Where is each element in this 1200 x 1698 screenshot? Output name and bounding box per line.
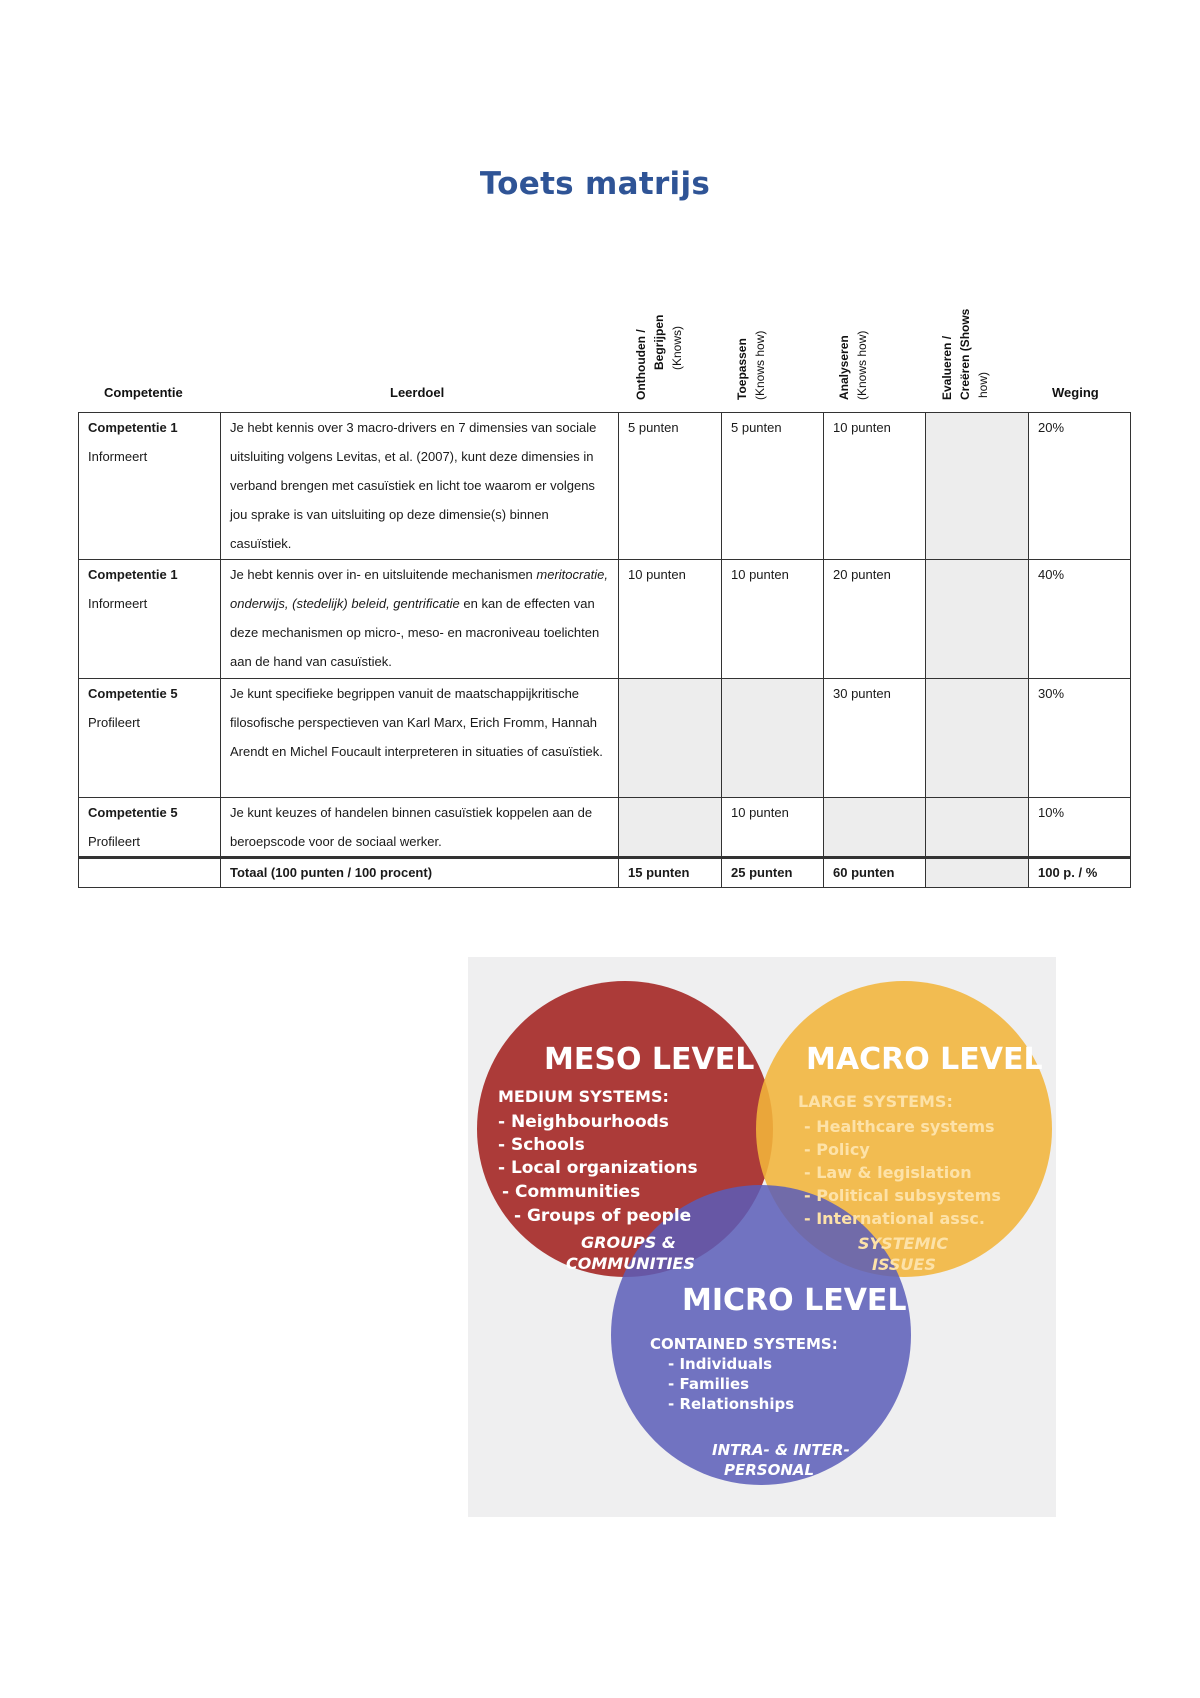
- micro-item: - Families: [668, 1375, 750, 1393]
- toepassen-cell: 5 punten: [722, 413, 824, 560]
- analyseren-cell: [824, 798, 926, 858]
- macro-tag-1: SYSTEMIC: [858, 1234, 949, 1253]
- total-evalueren: [926, 858, 1029, 888]
- header-leerdoel: Leerdoel: [390, 385, 445, 400]
- weging-cell: 40%: [1029, 560, 1131, 679]
- competentie-title: Competentie 5: [88, 686, 178, 701]
- meso-subtitle: MEDIUM SYSTEMS:: [498, 1087, 669, 1106]
- onthouden-cell: 10 punten: [619, 560, 722, 679]
- header-onthouden-line3: (Knows): [670, 325, 684, 370]
- onthouden-cell: [619, 679, 722, 798]
- micro-item: - Relationships: [668, 1395, 795, 1413]
- competentie-sub: Profileert: [88, 834, 141, 849]
- macro-tag-2: ISSUES: [872, 1255, 936, 1274]
- competentie-cell: [79, 798, 221, 858]
- meso-tag-2: COMMUNITIES: [566, 1254, 695, 1273]
- leerdoel-cell: Je kunt keuzes of handelen binnen casuïstiek koppelen aan de beroepscode voor de sociaal werker.: [221, 798, 619, 858]
- micro-item: - Individuals: [668, 1355, 773, 1373]
- macro-item: - International assc.: [804, 1209, 985, 1228]
- weging-cell: 30%: [1029, 679, 1131, 798]
- toepassen-cell: 10 punten: [722, 560, 824, 679]
- leerdoel-cell: Je kunt specifieke begrippen vanuit de maatschappijkritische filosofische perspectieven van Karl Marx, Erich Fromm, Hannah Arendt en Michel Foucault interpreteren in situaties of casuïstiek.: [221, 679, 619, 798]
- macro-item: - Policy: [804, 1140, 870, 1159]
- meso-item: - Communities: [502, 1182, 641, 1202]
- macro-subtitle: LARGE SYSTEMS:: [798, 1092, 953, 1111]
- total-row: [79, 858, 1131, 888]
- header-toepassen-line1: Toepassen: [735, 338, 749, 400]
- competentie-cell: [79, 560, 221, 679]
- macro-item: - Healthcare systems: [804, 1117, 995, 1136]
- macro-title: MACRO LEVEL: [806, 1042, 1043, 1077]
- leerdoel-text-a: Je hebt kennis over in- en uitsluitende mechanismen: [230, 567, 537, 582]
- competentie-sub: Informeert: [88, 596, 148, 611]
- page-title: Toets matrijs: [479, 166, 711, 202]
- header-onthouden-line1: Onthouden /: [634, 329, 648, 400]
- toepassen-cell: [722, 679, 824, 798]
- table-row: [79, 560, 1131, 679]
- competentie-sub: Informeert: [88, 449, 148, 464]
- meso-title: MESO LEVEL: [544, 1042, 755, 1077]
- assessment-matrix-table: [78, 412, 1131, 888]
- competentie-title: Competentie 1: [88, 420, 178, 435]
- table-row: [79, 679, 1131, 798]
- micro-title: MICRO LEVEL: [682, 1283, 907, 1318]
- analyseren-cell: 20 punten: [824, 560, 926, 679]
- macro-item: - Law & legislation: [804, 1163, 972, 1182]
- evalueren-cell: [926, 679, 1029, 798]
- header-evalueren-line2: Creëren (Shows: [958, 308, 972, 400]
- micro-subtitle: CONTAINED SYSTEMS:: [650, 1335, 838, 1353]
- header-evalueren-line3: how): [976, 371, 990, 398]
- total-empty-cell: [79, 858, 221, 888]
- total-toepassen: 25 punten: [722, 858, 824, 888]
- header-toepassen-line2: (Knows how): [753, 330, 767, 400]
- header-onthouden-line2: Begrijpen: [652, 314, 666, 370]
- leerdoel-cell: Je hebt kennis over 3 macro-drivers en 7 dimensies van sociale uitsluiting volgens Levitas, et al. (2007), kunt deze dimensies in verband brengen met casuïstiek en licht toe waarom er volgens jou sprake is van uitsluiting op deze dimensie(s) binnen casuïstiek.: [221, 413, 619, 560]
- onthouden-cell: [619, 798, 722, 858]
- leerdoel-text-italic: meritocratie, onderwijs, (stedelijk) beleid, gentrificatie: [230, 567, 608, 611]
- meso-tag-1: GROUPS &: [581, 1233, 676, 1252]
- table-row: [79, 413, 1131, 560]
- meso-item: - Local organizations: [498, 1158, 698, 1178]
- analyseren-cell: 30 punten: [824, 679, 926, 798]
- evalueren-cell: [926, 413, 1029, 560]
- micro-tag-1: INTRA- & INTER-: [712, 1441, 850, 1459]
- total-onthouden: 15 punten: [619, 858, 722, 888]
- weging-cell: 10%: [1029, 798, 1131, 858]
- header-evalueren-line1: Evalueren /: [940, 335, 954, 400]
- toepassen-cell: 10 punten: [722, 798, 824, 858]
- table-row: [79, 798, 1131, 858]
- total-label: Totaal (100 punten / 100 procent): [221, 858, 619, 888]
- analyseren-cell: 10 punten: [824, 413, 926, 560]
- competentie-sub: Profileert: [88, 715, 141, 730]
- evalueren-cell: [926, 798, 1029, 858]
- competentie-cell: [79, 679, 221, 798]
- onthouden-cell: 5 punten: [619, 413, 722, 560]
- competentie-title: Competentie 5: [88, 805, 178, 820]
- micro-tag-2: PERSONAL: [724, 1461, 815, 1479]
- meso-item: - Groups of people: [514, 1206, 692, 1226]
- meso-item: - Neighbourhoods: [498, 1112, 669, 1132]
- leerdoel-text-b: en kan de effecten van deze mechanismen op micro-, meso- en macroniveau toelichten aan de hand van casuïstiek.: [230, 596, 600, 669]
- competentie-title: Competentie 1: [88, 567, 178, 582]
- macro-item: - Political subsystems: [804, 1186, 1001, 1205]
- total-analyseren: 60 punten: [824, 858, 926, 888]
- header-competentie: Competentie: [104, 385, 183, 400]
- header-analyseren-line1: Analyseren: [837, 335, 851, 400]
- header-weging: Weging: [1052, 385, 1099, 400]
- leerdoel-cell: [221, 560, 619, 679]
- venn-diagram-svg: [468, 957, 1056, 1517]
- venn-diagram-image: [468, 957, 1056, 1517]
- meso-item: - Schools: [498, 1135, 585, 1155]
- header-analyseren-line2: (Knows how): [855, 330, 869, 400]
- weging-cell: 20%: [1029, 413, 1131, 560]
- evalueren-cell: [926, 560, 1029, 679]
- competentie-cell: [79, 413, 221, 560]
- total-weging: 100 p. / %: [1029, 858, 1131, 888]
